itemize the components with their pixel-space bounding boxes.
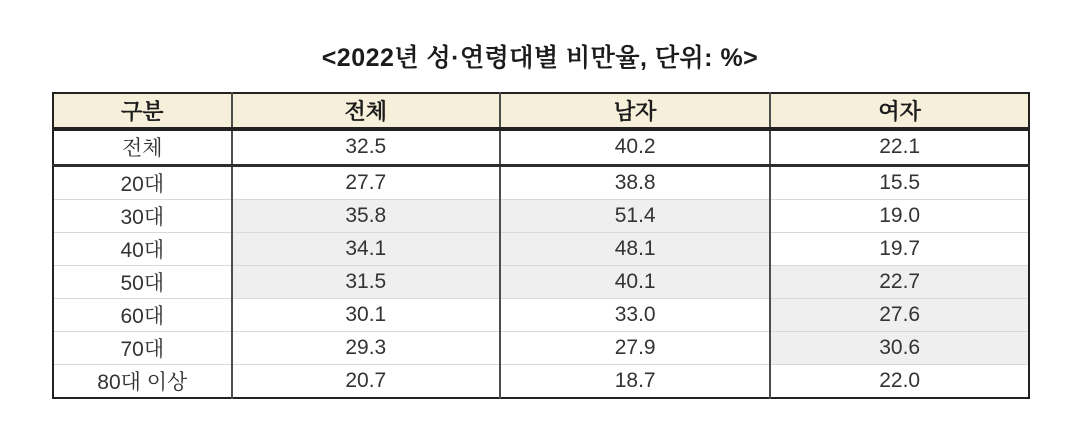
value-cell: 27.9 [500, 331, 770, 364]
row-label: 30대 [53, 199, 232, 232]
value-cell: 22.1 [770, 129, 1029, 165]
table-row [53, 165, 1029, 199]
value-cell: 35.8 [232, 199, 500, 232]
column-header-female: 여자 [770, 93, 1029, 129]
obesity-rate-table [52, 92, 1030, 399]
row-label: 20대 [53, 165, 232, 199]
value-cell: 51.4 [500, 199, 770, 232]
value-cell: 19.7 [770, 232, 1029, 265]
table-row [53, 364, 1029, 398]
value-cell: 33.0 [500, 298, 770, 331]
value-cell: 40.1 [500, 265, 770, 298]
row-label: 60대 [53, 298, 232, 331]
value-cell: 40.2 [500, 129, 770, 165]
value-cell: 20.7 [232, 364, 500, 398]
value-cell: 29.3 [232, 331, 500, 364]
row-label: 50대 [53, 265, 232, 298]
table-row [53, 265, 1029, 298]
column-header-category: 구분 [53, 93, 232, 129]
value-cell: 15.5 [770, 165, 1029, 199]
table-row [53, 199, 1029, 232]
value-cell: 22.7 [770, 265, 1029, 298]
value-cell: 30.1 [232, 298, 500, 331]
value-cell: 19.0 [770, 199, 1029, 232]
value-cell: 27.7 [232, 165, 500, 199]
table-row [53, 331, 1029, 364]
value-cell: 27.6 [770, 298, 1029, 331]
table-row [53, 298, 1029, 331]
row-label: 80대 이상 [53, 364, 232, 398]
value-cell: 38.8 [500, 165, 770, 199]
table-body [53, 129, 1029, 398]
table-row [53, 129, 1029, 165]
table-header-row [53, 93, 1029, 129]
column-header-total: 전체 [232, 93, 500, 129]
value-cell: 48.1 [500, 232, 770, 265]
value-cell: 22.0 [770, 364, 1029, 398]
value-cell: 30.6 [770, 331, 1029, 364]
value-cell: 31.5 [232, 265, 500, 298]
value-cell: 32.5 [232, 129, 500, 165]
column-header-male: 남자 [500, 93, 770, 129]
table-row [53, 232, 1029, 265]
row-label: 40대 [53, 232, 232, 265]
value-cell: 18.7 [500, 364, 770, 398]
row-label: 70대 [53, 331, 232, 364]
page-title: <2022년 성·연령대별 비만율, 단위: %> [321, 44, 759, 72]
row-label: 전체 [53, 129, 232, 165]
value-cell: 34.1 [232, 232, 500, 265]
